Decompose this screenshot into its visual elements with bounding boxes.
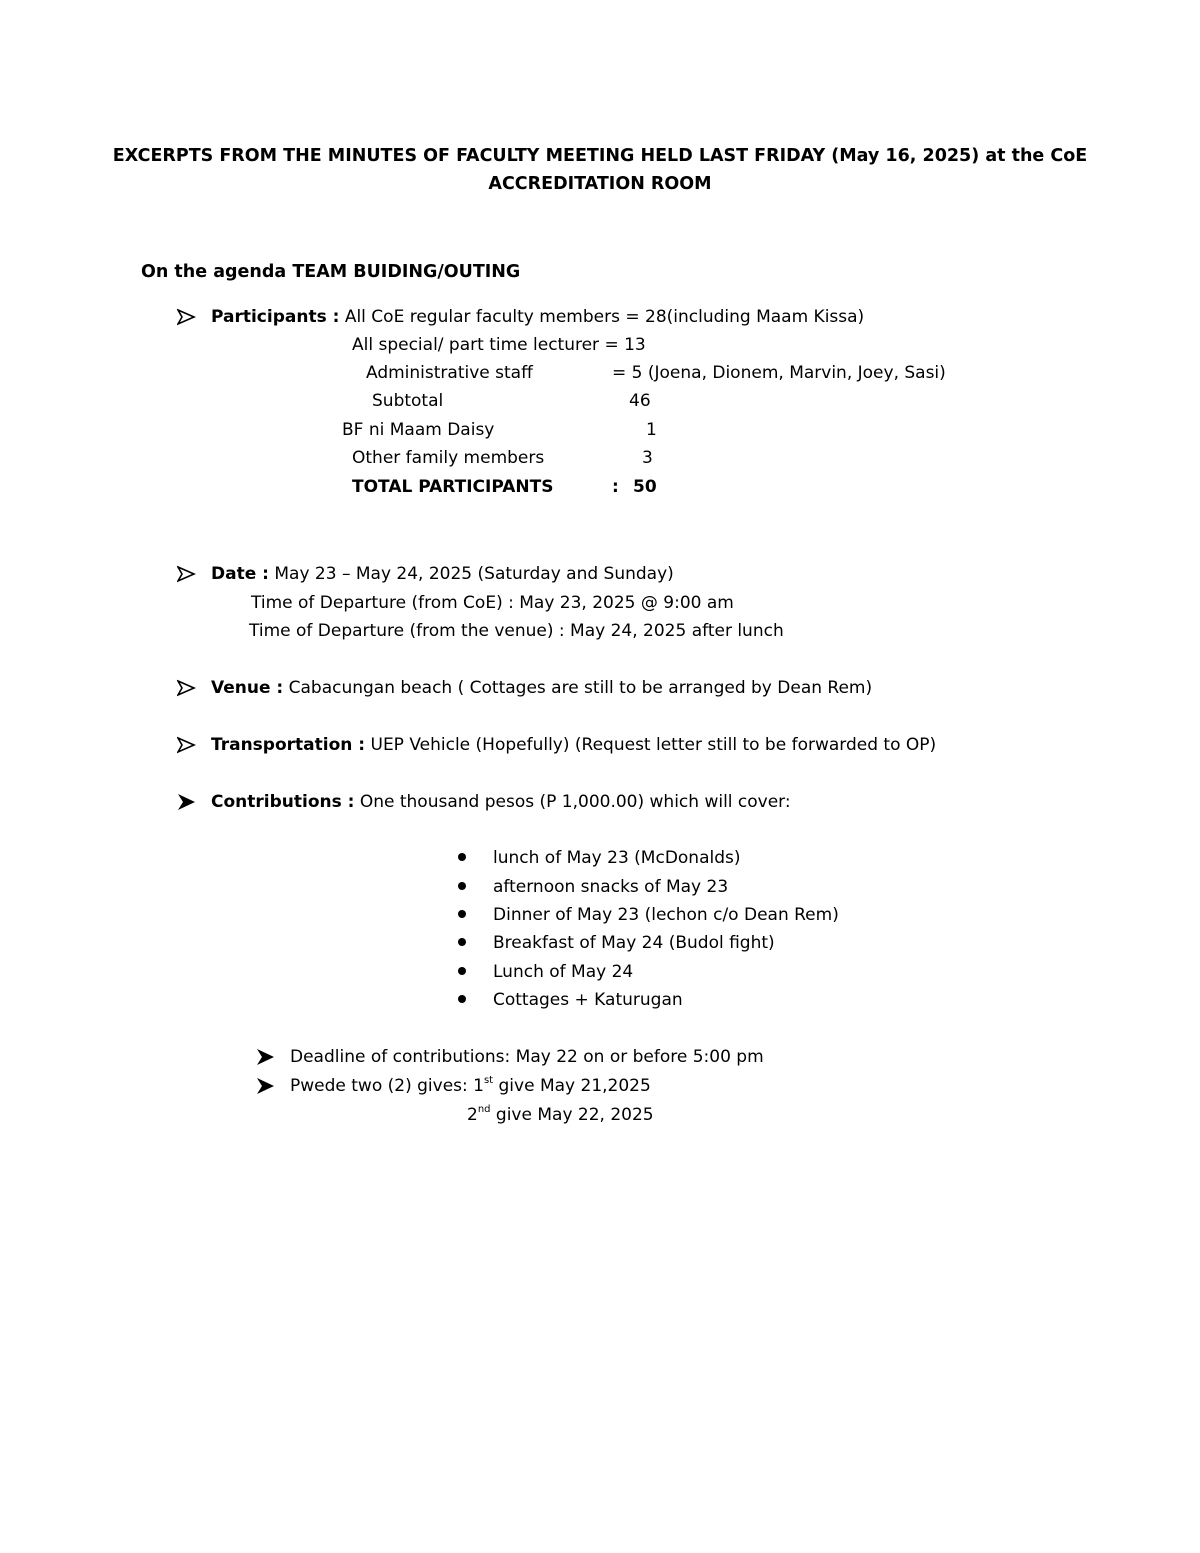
participants-subtotal-value: 46 (629, 391, 651, 411)
date-label: Date : (211, 564, 269, 584)
contribution-item: lunch of May 23 (McDonalds) (493, 848, 741, 868)
gives-second-line (467, 1104, 654, 1126)
participants-total-value: 50 (633, 477, 657, 497)
arrow-bullet-icon (177, 306, 197, 328)
deadline-line: Deadline of contributions: May 22 on or before 5:00 pm (290, 1047, 764, 1067)
participants-family-value: 3 (642, 448, 653, 468)
bullet-dot-icon (458, 882, 466, 890)
document-title-line-1: EXCERPTS FROM THE MINUTES OF FACULTY MEETING HELD LAST FRIDAY (May 16, 2025) at the CoE (112, 146, 1088, 166)
contributions-label: Contributions : (211, 792, 355, 812)
date-line (211, 563, 674, 585)
departure-from-venue: Time of Departure (from the venue) : May 24, 2025 after lunch (249, 621, 784, 641)
participants-family-label: Other family members (352, 448, 545, 468)
gives-superscript-2: nd (477, 1104, 491, 1116)
participants-bf-label: BF ni Maam Daisy (342, 420, 495, 440)
participants-subtotal-label: Subtotal (372, 391, 444, 411)
bullet-dot-icon (458, 910, 466, 918)
gives-second-number: 2 (467, 1105, 478, 1125)
participants-label: Participants : (211, 307, 340, 327)
transportation-line (211, 734, 936, 756)
gives-second: give May 22, 2025 (490, 1105, 654, 1125)
bullet-dot-icon (458, 995, 466, 1003)
bullet-dot-icon (458, 853, 466, 861)
contributions-line (211, 791, 791, 813)
bullet-dot-icon (458, 967, 466, 975)
participants-admin-value: = 5 (Joena, Dionem, Marvin, Joey, Sasi) (612, 363, 946, 383)
contribution-item: Breakfast of May 24 (Budol fight) (493, 933, 775, 953)
departure-from-coe: Time of Departure (from CoE) : May 23, 2025 @ 9:00 am (251, 593, 734, 613)
venue-line (211, 677, 872, 699)
agenda-heading (141, 261, 520, 283)
contribution-item: Cottages + Katurugan (493, 990, 683, 1010)
participants-special: All special/ part time lecturer = 13 (352, 335, 646, 355)
agenda-prefix: On the agenda (141, 262, 287, 282)
contribution-item: Dinner of May 23 (lechon c/o Dean Rem) (493, 905, 839, 925)
gives-first: give May 21,2025 (493, 1076, 651, 1096)
contributions-value: One thousand pesos (P 1,000.00) which will cover: (359, 792, 791, 812)
transportation-value: UEP Vehicle (Hopefully) (Request letter still to be forwarded to OP) (370, 735, 937, 755)
gives-line (290, 1075, 651, 1097)
venue-label: Venue : (211, 678, 284, 698)
participants-line (211, 306, 864, 328)
participants-bf-value: 1 (646, 420, 657, 440)
participants-total-colon: : (612, 477, 619, 497)
participants-admin-label: Administrative staff (366, 363, 533, 383)
arrow-bullet-icon (177, 563, 197, 585)
participants-total-label: TOTAL PARTICIPANTS (352, 477, 554, 497)
gives-superscript-1: st (483, 1075, 494, 1087)
contribution-item: Lunch of May 24 (493, 962, 634, 982)
transportation-label: Transportation : (211, 735, 366, 755)
venue-value: Cabacungan beach ( Cottages are still to be arranged by Dean Rem) (288, 678, 873, 698)
arrow-bullet-icon (256, 1046, 276, 1068)
arrow-bullet-icon (177, 734, 197, 756)
bullet-dot-icon (458, 938, 466, 946)
date-value: May 23 – May 24, 2025 (Saturday and Sunday) (274, 564, 674, 584)
agenda-topic: TEAM BUIDING/OUTING (292, 262, 521, 282)
document-title-line-2: ACCREDITATION ROOM (488, 174, 712, 194)
participants-regular: All CoE regular faculty members = 28(including Maam Kissa) (344, 307, 865, 327)
gives-prefix: Pwede two (2) gives: 1 (290, 1076, 484, 1096)
arrow-bullet-icon (177, 791, 197, 813)
arrow-bullet-icon (177, 677, 197, 699)
contribution-item: afternoon snacks of May 23 (493, 877, 729, 897)
arrow-bullet-icon (256, 1075, 276, 1097)
